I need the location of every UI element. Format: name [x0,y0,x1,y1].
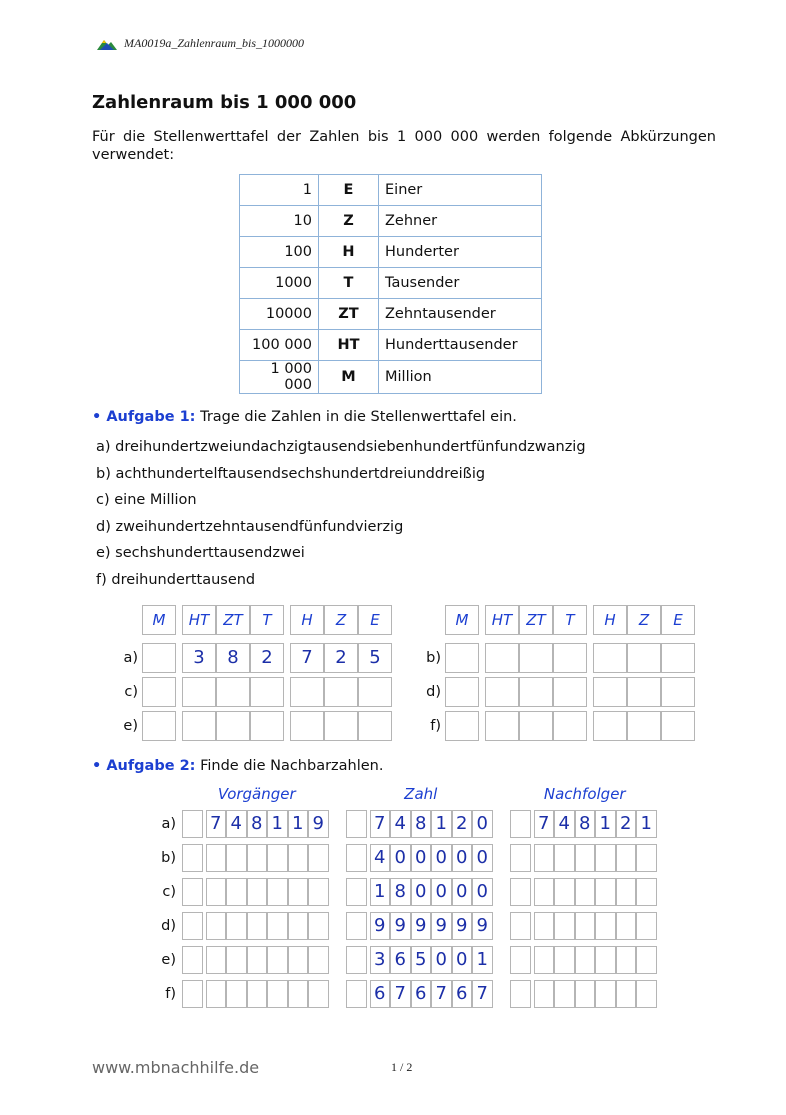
digit-value [553,711,587,741]
digit-value: 1 [435,813,447,834]
digit-value [595,844,616,872]
row-label: b) [161,850,176,866]
digit-value [308,844,329,872]
digit-value [554,878,575,906]
digit-value [182,844,203,872]
digit-value: 0 [456,881,468,902]
digit-value [346,878,367,906]
abbreviation-num: 100 000 [240,330,319,361]
task1-item: b) achthundertelftausendsechshundertdreiunddreißig [96,465,486,482]
digit-value [247,878,268,906]
digit-value: 8 [415,813,427,834]
digit-value [595,912,616,940]
abbreviation-row [240,237,542,268]
digit-value [593,643,627,673]
digit-value: 2 [456,813,468,834]
abbreviation-row [240,361,542,394]
column-header-M: M [455,611,469,629]
digit-value [595,878,616,906]
digit-value: 0 [476,847,488,868]
digit-value: 2 [261,647,273,668]
abbreviation-row [240,268,542,299]
digit-value [226,878,247,906]
row-label: f) [430,718,441,734]
digit-value [247,912,268,940]
digit-value: 3 [193,647,205,668]
group-header-vorgaenger: Vorgänger [217,785,296,803]
abbreviation-num: 1000 [240,268,319,299]
row-label: d) [426,684,441,700]
digit-value [616,946,637,974]
digit-value [206,844,227,872]
digit-value: 0 [476,813,488,834]
digit-value [575,878,596,906]
abbreviation-num: 10000 [240,299,319,330]
digit-value: 4 [558,813,570,834]
digit-value: 0 [415,847,427,868]
task1-list [96,434,586,594]
document-header [96,36,304,51]
digit-value [346,844,367,872]
task1-text: Trage die Zahlen in die Stellenwerttafel ein. [200,409,517,425]
abbreviation-name: Hunderter [379,237,542,268]
digit-value [288,878,309,906]
task2-heading [92,758,383,774]
task1-item: f) dreihunderttausend [96,571,256,588]
digit-value [510,810,531,838]
digit-value [534,878,555,906]
column-header-T: T [565,611,575,629]
digit-value [636,878,657,906]
digit-value: 1 [599,813,611,834]
digit-value [308,878,329,906]
task2-text: Finde die Nachbarzahlen. [200,758,384,774]
digit-value [510,912,531,940]
digit-value: 7 [476,983,488,1004]
digit-value: 8 [579,813,591,834]
digit-value [554,844,575,872]
digit-value: 1 [374,881,386,902]
digit-value [485,711,519,741]
digit-value [636,844,657,872]
row-label: a) [123,650,138,666]
digit-value [182,980,203,1008]
digit-value [308,912,329,940]
digit-value [288,980,309,1008]
digit-value: 9 [456,915,468,936]
column-header-H: H [604,611,616,629]
abbreviation-name: Einer [379,175,542,206]
document-id: MA0019a_Zahlenraum_bis_1000000 [124,36,304,50]
digit-value: 6 [374,983,386,1004]
digit-value [661,643,695,673]
digit-value: 7 [210,813,222,834]
digit-value [206,946,227,974]
digit-value [142,677,176,707]
digit-value: 8 [227,647,239,668]
column-header-E: E [673,611,683,629]
abbreviation-sym: H [319,237,379,268]
digit-value [636,946,657,974]
digit-value [346,980,367,1008]
digit-value [575,946,596,974]
column-header-E: E [370,611,380,629]
digit-value [308,980,329,1008]
digit-value: 7 [394,983,406,1004]
digit-value: 4 [374,847,386,868]
digit-value [534,946,555,974]
digit-value: 6 [394,949,406,970]
digit-value [226,912,247,940]
digit-value: 7 [301,647,313,668]
digit-value: 5 [369,647,381,668]
digit-value [627,677,661,707]
task1-item: d) zweihundertzehntausendfünfundvierzig [96,518,404,535]
row-label: f) [165,986,176,1002]
abbreviation-name: Hunderttausender [379,330,542,361]
abbreviation-num: 1 [240,175,319,206]
digit-value [267,946,288,974]
digit-value [267,878,288,906]
digit-value: 4 [230,813,242,834]
digit-value [206,912,227,940]
abbreviation-name: Million [379,361,542,394]
digit-value [595,980,616,1008]
digit-value [290,711,324,741]
digit-value [247,844,268,872]
digit-value [358,677,392,707]
footer-page-number: 1 / 2 [391,1060,413,1074]
task1-item: a) dreihundertzweiundachzigtausendsiebenhundertfünfundzwanzig [96,439,586,455]
digit-value [510,878,531,906]
digit-value [616,878,637,906]
digit-value: 3 [374,949,386,970]
digit-value [206,980,227,1008]
row-label: b) [426,650,441,666]
abbreviation-sym: ZT [319,299,379,330]
digit-value [534,980,555,1008]
digit-value: 9 [312,813,324,834]
task1-heading [92,409,517,425]
digit-value [575,912,596,940]
digit-value: 9 [476,915,488,936]
task1-item: e) sechshunderttausendzwei [96,545,305,562]
abbreviation-name: Tausender [379,268,542,299]
digit-value [595,946,616,974]
column-header-Z: Z [638,611,650,629]
digit-value: 8 [251,813,263,834]
column-header-ZT: ZT [526,611,546,629]
abbreviation-num: 1 000 000 [240,361,319,394]
row-label: d) [161,918,176,934]
digit-value [226,844,247,872]
digit-value [182,946,203,974]
digit-value: 6 [415,983,427,1004]
digit-value [485,643,519,673]
column-header-T: T [262,611,272,629]
digit-value [553,677,587,707]
digit-value: 0 [476,881,488,902]
digit-value [554,946,575,974]
group-header-nachfolger: Nachfolger [543,785,626,803]
digit-value [616,844,637,872]
digit-value [445,643,479,673]
digit-value [661,677,695,707]
digit-value: 0 [435,949,447,970]
digit-value [510,844,531,872]
digit-value [593,677,627,707]
digit-value: 9 [415,915,427,936]
abbreviation-row [240,299,542,330]
abbreviation-table [239,174,542,394]
digit-value: 5 [415,949,427,970]
digit-value [216,711,250,741]
task2-label: • Aufgabe 2: [92,758,196,774]
abbreviation-name: Zehntausender [379,299,542,330]
digit-value [216,677,250,707]
digit-value [346,912,367,940]
digit-value: 7 [538,813,550,834]
digit-value [358,711,392,741]
digit-value [616,912,637,940]
digit-value [575,980,596,1008]
group-header-zahl: Zahl [404,785,438,803]
digit-value [226,946,247,974]
digit-value: 1 [640,813,652,834]
abbreviation-row [240,330,542,361]
digit-value [250,677,284,707]
digit-value: 0 [435,847,447,868]
digit-value: 0 [456,949,468,970]
digit-value [206,878,227,906]
digit-value [593,711,627,741]
digit-value: 1 [271,813,283,834]
column-header-HT: HT [491,611,513,629]
digit-value [182,711,216,741]
digit-value [267,912,288,940]
column-header-ZT: ZT [223,611,243,629]
digit-value: 9 [435,915,447,936]
digit-value [182,878,203,906]
mountain-logo-icon [96,37,118,51]
digit-value [627,643,661,673]
digit-value [485,677,519,707]
abbreviation-row [240,206,542,237]
digit-value [182,912,203,940]
digit-value [519,677,553,707]
digit-value: 1 [476,949,488,970]
digit-value [142,711,176,741]
digit-value [288,946,309,974]
column-header-HT: HT [188,611,210,629]
task1-item: c) eine Million [96,492,197,509]
page-title: Zahlenraum bis 1 000 000 [92,92,357,113]
digit-value [247,980,268,1008]
digit-value: 6 [456,983,468,1004]
digit-value: 2 [620,813,632,834]
digit-value [627,711,661,741]
digit-value [247,946,268,974]
abbreviation-row [240,175,542,206]
digit-value: 1 [292,813,304,834]
digit-value [445,677,479,707]
footer-website: www.mbnachhilfe.de [92,1058,260,1077]
abbreviation-name: Zehner [379,206,542,237]
digit-value [445,711,479,741]
abbreviation-num: 10 [240,206,319,237]
digit-value: 8 [394,881,406,902]
digit-value [267,980,288,1008]
task1-label: • Aufgabe 1: [92,409,196,425]
abbreviation-sym: E [319,175,379,206]
digit-value: 7 [435,983,447,1004]
abbreviation-sym: Z [319,206,379,237]
digit-value [636,912,657,940]
digit-value [142,643,176,673]
column-header-M: M [152,611,166,629]
digit-value [324,711,358,741]
digit-value [519,711,553,741]
digit-value [226,980,247,1008]
digit-value [554,980,575,1008]
digit-value [308,946,329,974]
digit-value [250,711,284,741]
abbreviation-sym: M [319,361,379,394]
digit-value [616,980,637,1008]
digit-value [288,912,309,940]
digit-value: 2 [335,647,347,668]
digit-value: 9 [374,915,386,936]
digit-value: 9 [394,915,406,936]
digit-value: 4 [394,813,406,834]
digit-value [510,946,531,974]
abbreviation-num: 100 [240,237,319,268]
digit-value [636,980,657,1008]
digit-value [346,810,367,838]
digit-value [182,677,216,707]
digit-value: 7 [374,813,386,834]
digit-value [288,844,309,872]
digit-value [534,844,555,872]
digit-value [575,844,596,872]
digit-value [553,643,587,673]
row-label: e) [123,718,138,734]
digit-value [519,643,553,673]
digit-value: 0 [435,881,447,902]
column-header-Z: Z [335,611,347,629]
digit-value [267,844,288,872]
row-label: e) [161,952,176,968]
abbreviation-sym: T [319,268,379,299]
digit-value [346,946,367,974]
row-label: a) [161,816,176,832]
digit-value [182,810,203,838]
digit-value [554,912,575,940]
column-header-H: H [301,611,313,629]
digit-value [534,912,555,940]
abbreviation-sym: HT [319,330,379,361]
digit-value [661,711,695,741]
row-label: c) [162,884,176,900]
intro-text: Für die Stellenwerttafel der Zahlen bis 1 000 000 werden folgende Abkürzungen verwendet: [92,129,716,163]
digit-value [324,677,358,707]
row-label: c) [124,684,138,700]
digit-value: 0 [415,881,427,902]
digit-value [290,677,324,707]
digit-value: 0 [456,847,468,868]
digit-value [510,980,531,1008]
digit-value: 0 [394,847,406,868]
